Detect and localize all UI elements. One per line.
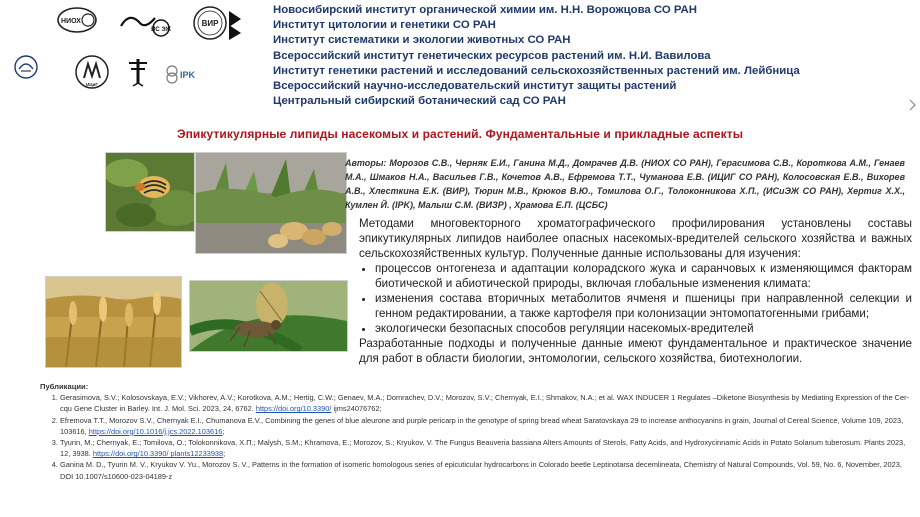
ics-logo-text: ИЦиГ: [86, 82, 98, 87]
authors-text: Авторы: Морозов С.В., Черняк Е.И., Ганина М.Д., Домрачев Д.В. (НИОХ СО РАН), Герасимова С.В., Короткова А.М., Генаев М.А., Шмаков Н.А., Васильев Г.В., Кочетов А.В., Ефремова Т.Т., Чуманова Е.В. (ИЦИГ СО РАН), Колосовская Е.В., Вихорев А.В., Хлесткина Е.К. (ВИР), Тюрин М.В., Крюков В.Ю., Томилова О.Г., Толоконникова Х.П., (ИСиЭЖ СО РАН), Хертиг Х.Х., Кумлен Й. (IPK), Малыш С.М. (ВИЗР) , Храмова Е.П. (ЦСБС): [345, 158, 905, 210]
ics-logo: [115, 8, 171, 40]
nioch-logo: [56, 5, 98, 35]
institute-line: Институт систематики и экологии животных СО РАН: [273, 34, 571, 47]
publication-item: 4. Ganina M. D., Tyurin M. V., Kryukov V. Yu., Morozov S. V., Patterns in the formation of isomeric homologous series of epicuticular hydrocarbons in Colorado beetle Leptinotarsa decemlineata, Chemistry of Natural Compounds, Vol. 59, No. 6, November, 2023, DOI 10.1007/s10600-023-04189-z: [60, 459, 910, 481]
iseg-logo-text: ИС ЭЖ: [151, 27, 171, 33]
next-slide-icon[interactable]: [908, 98, 917, 110]
publications-list: [40, 392, 910, 482]
csbs-logo: [14, 55, 38, 79]
vir-logo-text: ВИР: [201, 19, 219, 28]
publication-item: 2. Efremova T.T., Morozov S.V., Chernyak E.I., Chumanova E.V., Combining the genes of blue aleurone and purple pericarp in the genotype of spring bread wheat Saratovskaya 29 to increase anthocyanins in grain, Journal of Cereal Science, Volume 109, 2023, 103616, https://doi.org/10.1016/j.jcs.2022.103616;: [60, 415, 910, 437]
locust-corn-photo: [189, 280, 348, 352]
insect-logo: [125, 55, 151, 87]
ics-wheat-logo: [74, 54, 110, 90]
publication-link[interactable]: https://doi.org/10.3390/ plants12233938: [92, 449, 224, 459]
institute-line: Центральный сибирский ботанический сад СО РАН: [273, 95, 566, 108]
publication-link[interactable]: https://doi.org/10.3390/: [255, 404, 332, 414]
vir-logo: [192, 5, 228, 41]
institute-line: Институт цитологии и генетики СО РАН: [273, 19, 496, 32]
ipk-logo: [164, 63, 214, 85]
page-title: Эпикутикулярные липиды насекомых и растений. Фундаментальные и прикладные аспекты: [176, 127, 744, 141]
publications-heading: Публикации:: [40, 382, 89, 391]
finding-item: • изменения состава вторичных метаболитов ячменя и пшеницы при направленной селекции и генном редактировании, а также картофеля при колонизации энтомопатогенными грибами;: [375, 291, 912, 321]
findings-list: [359, 261, 912, 336]
institute-line: Всероссийский институт генетических ресурсов растений им. Н.И. Вавилова: [273, 49, 711, 62]
abstract-body: [359, 216, 912, 366]
institute-line: Институт генетики растений и исследований сельскохозяйственных растений им. Лейбница: [273, 64, 800, 77]
institute-line: Новосибирский институт органической химии им. Н.Н. Ворожцова СО РАН: [273, 4, 697, 16]
colorado-beetle-photo: [105, 152, 195, 232]
publication-item: 1. Gerasimova, S.V.; Kolosovskaya, E.V.; Vikhorev, A.V.; Korotkova, A.M.; Hertig, C.W.; Genaev, M.A.; Domrachev, D.V.; Morozov, S.V.; Chernyak, E.I.; Shmakov, N.A.; et al. WAX INDUCER 1 Regulates –Diketone Biosynthesis by Mediating Expression of the Cer-cqu Gene Cluster in Barley. Int. J. Mol. Sci. 2023, 24, 6762. https://doi.org/10.3390/ ijms24076762;: [60, 392, 910, 414]
ipk-logo-text: IPK: [180, 70, 196, 80]
finding-item: • процессов онтогенеза и адаптации колорадского жука и саранчовых к изменяющимся факторам биотической и абиотической природы, включая глобальные изменения климата:: [375, 261, 912, 291]
nioch-logo-text: НИОХ: [61, 18, 81, 25]
abstract-intro: Методами многовекторного хроматографического профилирования установлены составы эпикутикулярных липидов наиболее опасных насекомых-вредителей сельского хозяйства и важных сельскохозяйственных культур. Полученные данные использованы для изучения:: [359, 217, 912, 260]
institute-line: Всероссийский научно-исследовательский институт защиты растений: [273, 80, 677, 93]
publications-section: [40, 381, 910, 482]
wheat-field-photo: [45, 276, 182, 368]
institutes-list: [273, 3, 913, 109]
publication-link[interactable]: https://doi.org/10.1016/j.jcs.2022.103616: [88, 426, 223, 436]
publication-item: 3. Tyurin, M.; Chernyak, E.; Tomilova, O.; Tolokonnikova, X.П.; Malysh, S.M.; Khramova, E.; Morozov, S.; Kryukov, V. The Fungus Beauveria bassiana Alters Amounts of Sterols, Fatty Acids, and Hydroxycinnamic Acids in Potato Solanum tuberosum. Plants 2023, 12, 3938. https://doi.org/10.3390/ plants12233938;: [60, 437, 910, 459]
vniizr-logo: [226, 9, 244, 41]
potato-field-photo: [195, 152, 347, 254]
abstract-conclusion: Разработанные подходы и полученные данные имеют фундаментальное и практическое значение для работ в области биологии, энтомологии, сельского хозяйства, биотехнологии.: [359, 337, 912, 365]
finding-item: • экологически безопасных способов регуляции насекомых-вредителей: [375, 321, 912, 336]
